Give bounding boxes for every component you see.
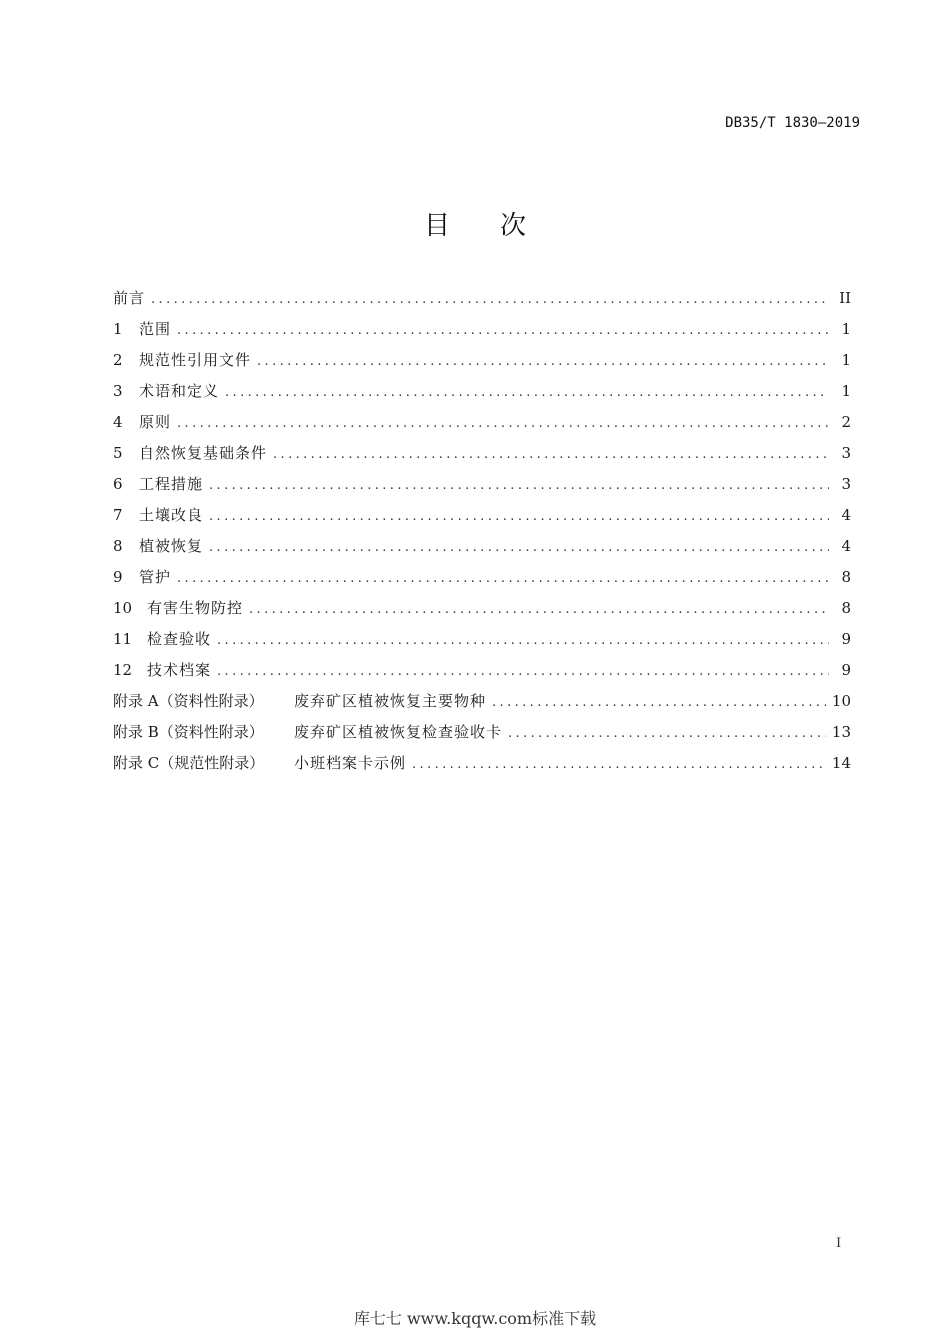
- page-number: I: [836, 1236, 842, 1251]
- toc-entry-4[interactable]: [113, 411, 851, 442]
- toc-page: 3: [841, 475, 851, 493]
- toc-label: 土壤改良: [139, 506, 204, 524]
- toc-label: 有害生物防控: [147, 599, 244, 617]
- toc-page: 4: [841, 506, 851, 524]
- toc-label: 原则: [139, 413, 172, 431]
- leader-dots: [508, 726, 826, 741]
- appendix-prefix: 附录 B（资料性附录）: [113, 723, 264, 741]
- toc-page: 9: [841, 661, 851, 679]
- toc-entry-7[interactable]: [113, 504, 851, 535]
- leader-dots: [209, 540, 829, 555]
- title-part-2: 次: [500, 211, 527, 241]
- toc-number: 8: [113, 537, 123, 555]
- leader-dots: [209, 509, 829, 524]
- leader-dots: [492, 695, 826, 710]
- toc-label: 废弃矿区植被恢复检查验收卡: [294, 723, 503, 741]
- toc-label: 范围: [139, 320, 172, 338]
- toc-number: 6: [113, 475, 123, 493]
- toc-entry-12[interactable]: [113, 659, 851, 690]
- toc-page: 10: [831, 692, 851, 710]
- toc-page: 4: [841, 537, 851, 555]
- toc-label: 规范性引用文件: [139, 351, 252, 369]
- toc-page: 8: [841, 599, 851, 617]
- toc-label: 工程措施: [139, 475, 204, 493]
- toc-label: 术语和定义: [139, 382, 220, 400]
- toc-label: 检查验收: [147, 630, 212, 648]
- leader-dots: [151, 292, 829, 307]
- toc-entry-preface[interactable]: [113, 287, 851, 318]
- toc-number: 2: [113, 351, 123, 369]
- toc-page: 9: [841, 630, 851, 648]
- leader-dots: [249, 602, 829, 617]
- toc-number: 1: [113, 320, 123, 338]
- toc-label: 自然恢复基础条件: [139, 444, 268, 462]
- appendix-prefix: 附录 C（规范性附录）: [113, 754, 265, 772]
- leader-dots: [217, 664, 829, 679]
- leader-dots: [412, 757, 826, 772]
- leader-dots: [177, 323, 829, 338]
- title-part-1: 目: [423, 211, 450, 241]
- leader-dots: [177, 416, 829, 431]
- toc-entry-10[interactable]: [113, 597, 851, 628]
- toc-label: 技术档案: [147, 661, 212, 679]
- leader-dots: [217, 633, 829, 648]
- toc-entry-11[interactable]: [113, 628, 851, 659]
- toc-page: 8: [841, 568, 851, 586]
- toc-page: 1: [841, 320, 851, 338]
- toc-entry-2[interactable]: [113, 349, 851, 380]
- toc-entry-1[interactable]: [113, 318, 851, 349]
- toc-page: 1: [841, 351, 851, 369]
- toc-entry-appendix-b[interactable]: [113, 721, 851, 752]
- toc-entry-appendix-a[interactable]: [113, 690, 851, 721]
- toc-page: 1: [841, 382, 851, 400]
- table-of-contents: [113, 287, 851, 783]
- toc-page: 14: [831, 754, 851, 772]
- leader-dots: [225, 385, 829, 400]
- toc-number: 3: [113, 382, 123, 400]
- leader-dots: [257, 354, 829, 369]
- toc-page: II: [839, 289, 851, 307]
- toc-number: 12: [113, 661, 133, 679]
- toc-label: 植被恢复: [139, 537, 204, 555]
- toc-number: 5: [113, 444, 123, 462]
- toc-entry-5[interactable]: [113, 442, 851, 473]
- toc-label: 前言: [113, 289, 146, 307]
- toc-page: 2: [841, 413, 851, 431]
- toc-entry-appendix-c[interactable]: [113, 752, 851, 783]
- toc-number: 9: [113, 568, 123, 586]
- footer-watermark: 库七七 www.kqqw.com标准下载: [353, 1309, 597, 1328]
- toc-label: 管护: [139, 568, 172, 586]
- toc-entry-6[interactable]: [113, 473, 851, 504]
- toc-number: 4: [113, 413, 123, 431]
- toc-label: 小班档案卡示例: [294, 754, 407, 772]
- toc-label: 废弃矿区植被恢复主要物种: [294, 692, 487, 710]
- appendix-prefix: 附录 A（资料性附录）: [113, 692, 264, 710]
- toc-number: 10: [113, 599, 133, 617]
- leader-dots: [177, 571, 829, 586]
- page-title: [0, 205, 950, 242]
- leader-dots: [209, 478, 829, 493]
- toc-entry-9[interactable]: [113, 566, 851, 597]
- toc-number: 11: [113, 630, 133, 648]
- toc-page: 3: [841, 444, 851, 462]
- standard-code: DB35/T 1830—2019: [725, 115, 860, 131]
- toc-entry-3[interactable]: [113, 380, 851, 411]
- leader-dots: [273, 447, 829, 462]
- toc-number: 7: [113, 506, 123, 524]
- toc-entry-8[interactable]: [113, 535, 851, 566]
- toc-page: 13: [831, 723, 851, 741]
